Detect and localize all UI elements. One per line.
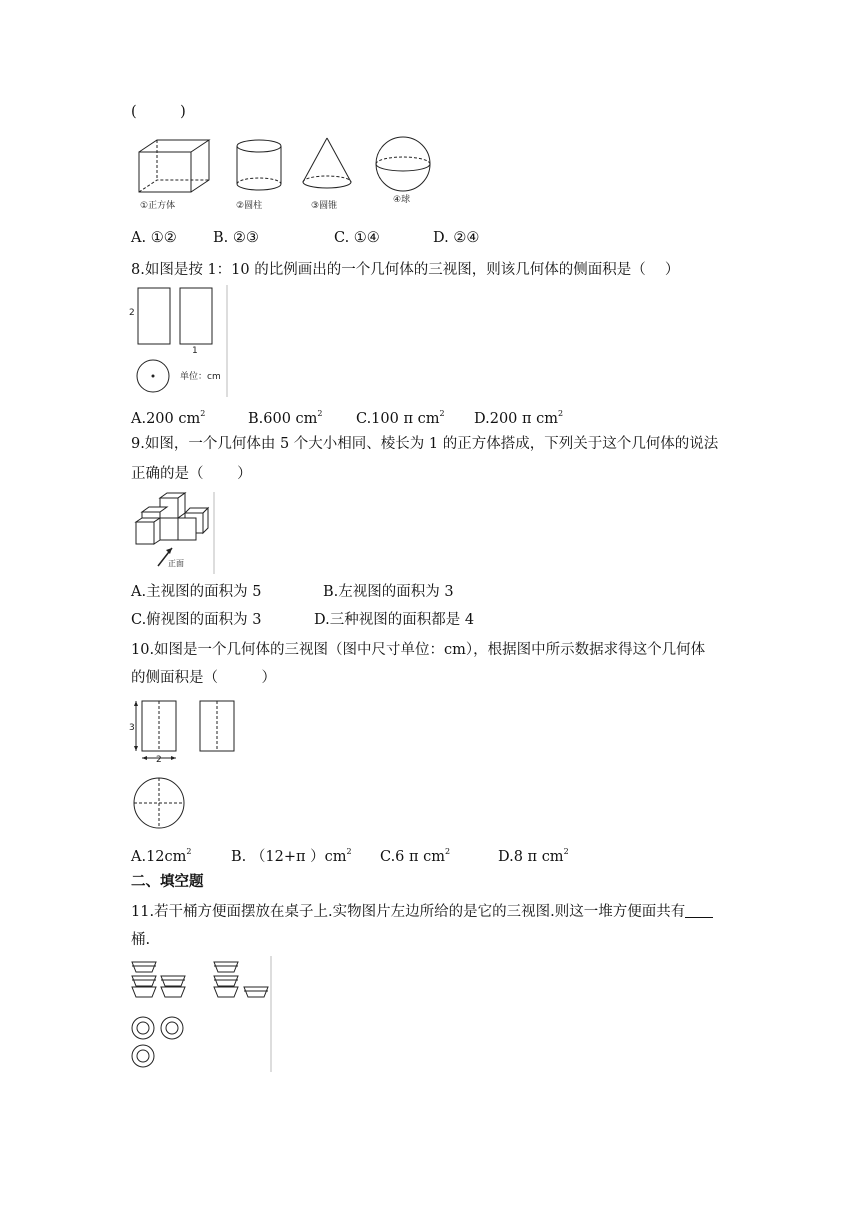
q9-cubes-figure [128,492,218,574]
front-label: 正面 [168,559,184,568]
sphere-shape [376,137,430,191]
dim-height: 3 [129,723,135,733]
q10-stem-line1: 10.如图是一个几何体的三视图（图中尺寸单位：cm），根据图中所示数据求得这个几何体 [131,642,706,658]
q10-option-d: D.8 π $cm^2$ [498,847,569,865]
q10-option-b: B. （12+π ）$cm^2$ [231,847,352,865]
q11-stem-line2: 桶. [131,932,151,948]
q11-stem-line1: 11.若干桶方便面摆放在桌子上.实物图片左边所给的是它的三视图.则这一堆方便面共有 [131,902,713,922]
q9-option-c: C.俯视图的面积为 3 [131,612,262,628]
answer-blank[interactable] [685,903,713,918]
q7-option-c: C. ①④ [334,230,380,246]
dim-width: 2 [156,755,162,765]
q7-paren: ( ) [131,104,186,120]
q10-option-a: $A.12cm^2$ [131,847,192,865]
q10-option-c: C.6 π $cm^2$ [380,847,451,865]
q9-stem-line1: 9.如图，一个几何体由 5 个大小相同、棱长为 1 的正方体搭成，下列关于这个几何体的说法 [131,436,719,452]
label-sphere: ④球 [393,195,411,205]
q8-option-c: C.100 π $cm^2$ [356,409,445,427]
cone-shape [303,138,351,188]
cylinder-shape [237,140,281,190]
q9-option-b: B.左视图的面积为 3 [323,584,454,600]
cube-shape [139,140,209,192]
q7-solids-figure [133,132,443,218]
q9-option-d: D.三种视图的面积都是 4 [314,612,475,628]
q9-stem-line2: 正确的是（ ） [131,466,252,482]
q10-stem-line2: 的侧面积是（ ） [131,670,276,686]
dim-width: 1 [192,346,198,356]
q8-option-d: D.200 π $cm^2$ [474,409,564,427]
label-cone: ③圆锥 [311,201,338,211]
label-cylinder: ②圆柱 [236,201,263,211]
front-view-rect [138,288,170,344]
dim-height: 2 [129,308,135,318]
label-cube: ①正方体 [140,201,176,211]
q7-option-a: A. ①② [131,230,177,246]
q8-three-views-figure [128,285,232,397]
q7-option-b: B. ②③ [213,230,259,246]
unit-label: 单位：cm [180,372,221,382]
q8-option-a: A.200 $cm^2$ [131,409,206,427]
q10-three-views-figure [128,696,248,832]
section-heading: 二、填空题 [131,874,204,890]
q9-option-a: A.主视图的面积为 5 [131,584,262,600]
q8-stem: 8.如图是按 1：10 的比例画出的一个几何体的三视图，则该几何体的侧面积是（ ） [131,262,680,278]
q8-option-b: B.600 $cm^2$ [248,409,323,427]
q7-option-d: D. ②④ [433,230,480,246]
q11-noodle-figure [128,956,274,1072]
side-view-rect [180,288,212,344]
